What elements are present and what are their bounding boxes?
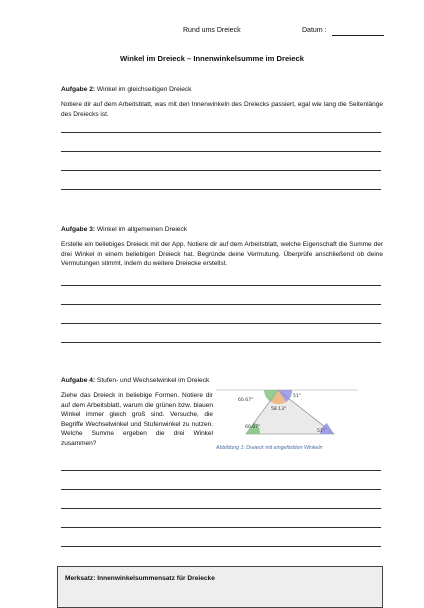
task-3-text: Erstelle ein beliebiges Dreieck mit der App. Notiere dir auf dem Arbeitsblatt, welche Eigenschaft die Summe der drei Winkel in einem beliebigen Dreieck hat. Begründe deine Vermutung. Überprüfe anschließend ob deine Vermutungen stimmt, indem du weitere Dreiecke erstellst. — [61, 241, 383, 268]
merksatz-box — [57, 566, 383, 608]
task-4-heading — [61, 377, 209, 384]
merksatz-title: Merksatz: Innenwinkelsummensatz für Dreiecke — [65, 575, 215, 582]
angle-label: 60.67° — [238, 398, 254, 403]
answer-line — [61, 546, 381, 547]
task-3-title: Winkel im allgemeinen Dreieck — [96, 226, 188, 233]
task-4-title: Stufen- und Wechselwinkel im Dreieck — [96, 377, 210, 384]
answer-line — [61, 508, 381, 509]
answer-line — [61, 527, 381, 528]
task-2-heading — [61, 86, 191, 93]
answer-line — [61, 285, 381, 286]
task-4-text: Ziehe das Dreieck in beliebige Formen. Notiere dir auf dem Arbeitsblatt, warum die grünen bzw. blauen Winkel immer gleich groß sind. Versuche, die Begriffe Wechselwinkel und Stufenwinkel zu nutzen. Welche Summe ergeben die drei Winkel zusammen? — [61, 392, 213, 447]
answer-line — [61, 132, 381, 133]
answer-line — [61, 151, 381, 152]
triangle-diagram — [216, 378, 358, 436]
answer-line — [61, 470, 381, 471]
task-4-label: Aufgabe 4: — [61, 377, 96, 384]
angle-label: 51° — [317, 429, 326, 434]
task-3-label: Aufgabe 3: — [61, 226, 96, 233]
date-blank-line — [332, 35, 384, 36]
task-3-heading — [61, 226, 187, 233]
page-title: Winkel im Dreieck – Innenwinkelsumme im Dreieck — [120, 54, 304, 63]
page-header — [0, 27, 424, 39]
angle-label: 60.67° — [245, 425, 261, 430]
task-2-title: Winkel im gleichseitigen Dreieck — [96, 86, 192, 93]
date-label: Datum : — [302, 27, 327, 34]
task-2-text: Notiere dir auf dem Arbeitsblatt, was mit den Innenwinkeln des Dreiecks passiert, egal wie lang die Seitenlänge des Dreiecks ist. — [61, 101, 383, 118]
answer-line — [61, 342, 381, 343]
angle-label: 58.13° — [271, 407, 287, 412]
answer-line — [61, 489, 381, 490]
triangle-figure — [216, 378, 358, 436]
answer-line — [61, 170, 381, 171]
task-2-label: Aufgabe 2: — [61, 86, 96, 93]
answer-line — [61, 323, 381, 324]
figure-caption: Abbildung 1: Dreieck mit eingefärbten Winkeln — [216, 445, 323, 451]
answer-line — [61, 189, 381, 190]
angle-label: 51° — [293, 394, 302, 399]
header-topic: Rund ums Dreieck — [183, 27, 241, 34]
answer-line — [61, 304, 381, 305]
